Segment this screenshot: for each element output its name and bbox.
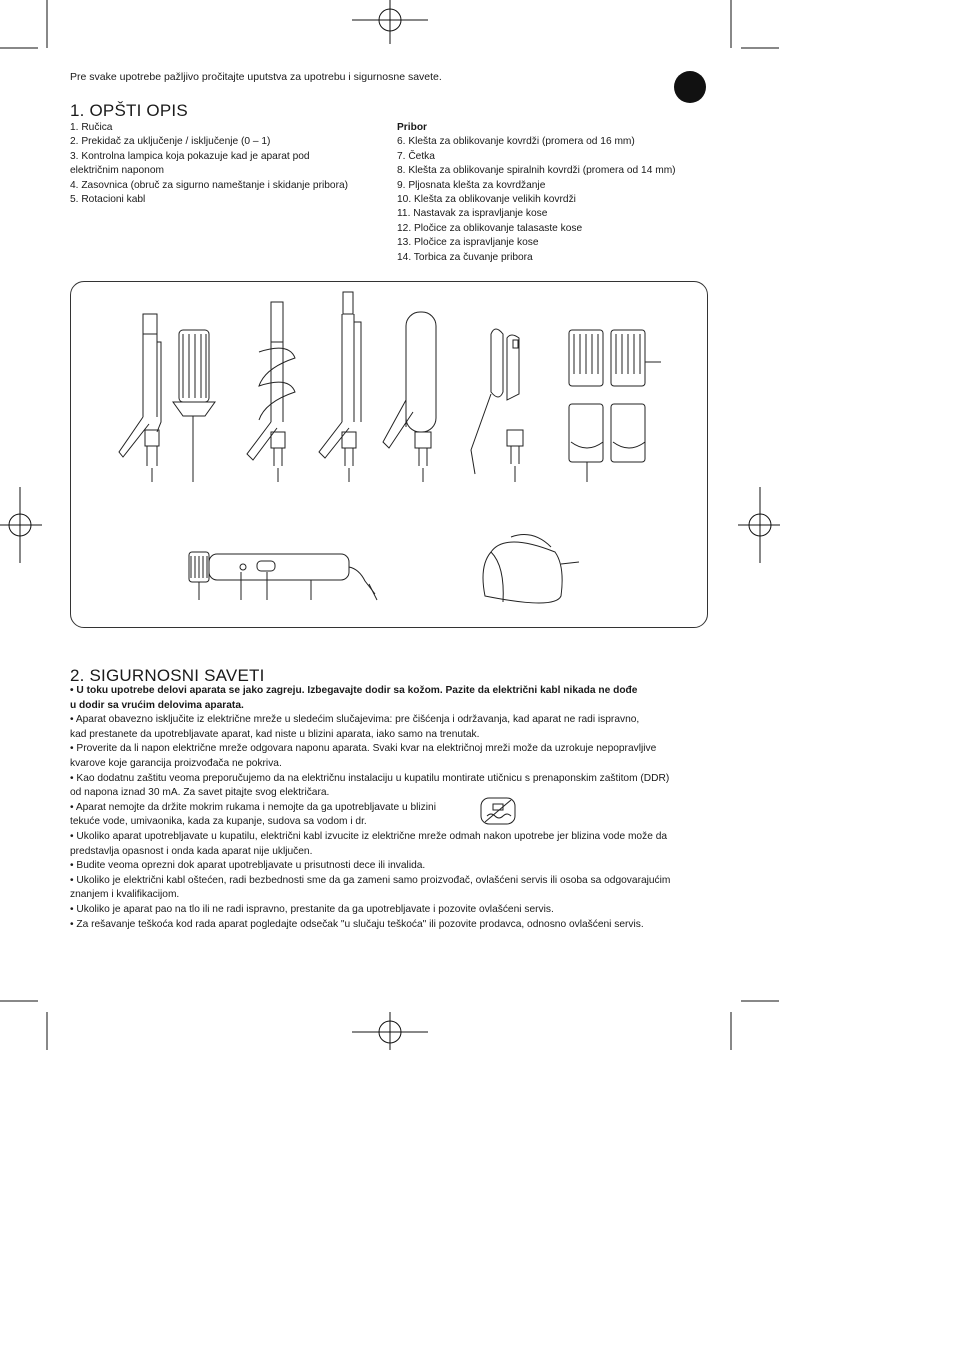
straightener-attachment-drawing <box>471 329 523 482</box>
list-item: 7. Četka <box>397 150 435 162</box>
intro-text: Pre svake upotrebe pažljivo pročitajte uputstva za upotrebu i sigurnosne savete. <box>70 71 442 83</box>
list-item: 11. Nastavak za ispravljanje kose <box>397 208 548 220</box>
list-item: 10. Klešta za oblikovanje velikih kovrdži <box>397 194 576 206</box>
list-item: 3. Kontrolna lampica koja pokazuje kad je aparat pod <box>70 150 310 162</box>
list-item: 2. Prekidač za uključenje / isključenje (0 – 1) <box>70 136 271 148</box>
safety-line: • Ukoliko je aparat pao na tlo ili ne radi ispravno, prestanite da ga upotrebljavate i pozovite ovlašćeni servis. <box>70 903 554 915</box>
list-item: 1. Ručica <box>70 122 113 133</box>
large-curl-tongs-drawing <box>383 312 436 482</box>
safety-line: kvarove koje garancija proizvođača ne pokriva. <box>70 757 282 769</box>
safety-line: • Za rešavanje teškoća kod rada aparat pogledajte odsečak "u slučaju teškoća" ili pozovite prodavca, odnosno ovlašćeni servis. <box>70 918 644 930</box>
safety-line: • Ukoliko aparat upotrebljavate u kupatilu, električni kabl izvucite iz električne mreže odmah nakon upotrebe jer blizina vode može da <box>70 830 668 842</box>
list-item: električnim naponom <box>70 165 164 177</box>
safety-line: • Aparat obavezno isključite iz električne mreže u sledećim slučajevima: pre čišćenja i održavanja, kad aparat ne radi ispravno, <box>70 714 640 726</box>
accessories-list <box>397 121 676 265</box>
list-item: 8. Klešta za oblikovanje spiralnih kovrdži (promera od 14 mm) <box>397 165 676 177</box>
accessories-title: Pribor <box>397 122 428 133</box>
list-item: 5. Rotacioni kabl <box>70 194 146 206</box>
list-item: 13. Pločice za ispravljanje kose <box>397 237 539 249</box>
product-illustration <box>71 282 707 627</box>
list-item: 6. Klešta za oblikovanje kovrdži (promera od 16 mm) <box>397 136 635 148</box>
section-2-title: 2. SIGURNOSNI SAVETI <box>70 666 265 685</box>
list-item: 14. Torbica za čuvanje pribora <box>397 251 533 263</box>
wave-plates-drawing <box>569 330 661 386</box>
safety-line: • Budite veoma oprezni dok aparat upotrebljavate u prisutnosti dece ili invalida. <box>70 860 426 872</box>
safety-line: • Kao dodatnu zaštitu veoma preporučujemo da na električnu instalaciju u kupatilu montirate utičnicu s prenaponskim zaštitom (DDR) <box>70 772 670 784</box>
straightening-plates-drawing <box>569 404 645 482</box>
safety-line: • Proverite da li napon električne mreže odgovara naponu aparata. Svaki kvar na električnoj mreži može da uzrokuje nepopravljive <box>70 743 657 755</box>
list-item: 12. Pločice za oblikovanje talasaste kose <box>397 222 583 234</box>
section-1-title: 1. OPŠTI OPIS <box>70 101 188 120</box>
handle-drawing <box>189 552 377 600</box>
list-item: 4. Zasovnica (obruč za sigurno nameštanje i skidanje pribora) <box>70 179 349 191</box>
no-water-warning-icon <box>479 796 517 826</box>
safety-line: tekuće vode, umivaonika, kada za kupanje, sudova sa vodom i dr. <box>70 816 367 828</box>
safety-line: • Aparat nemojte da držite mokrim rukama i nemojte da ga upotrebljavate u blizini <box>70 801 436 813</box>
flat-tongs-drawing <box>319 292 361 482</box>
warning-line: • U toku upotrebe delovi aparata se jako zagreju. Izbegavajte dodir sa kožom. Pazite da električni kabl nikada ne dođe <box>70 685 638 696</box>
list-item: 9. Pljosnata klešta za kovrdžanje <box>397 179 546 191</box>
warning-line: u dodir sa vrućim delovima aparata. <box>70 699 244 711</box>
brush-drawing <box>173 330 215 482</box>
language-marker-dot <box>674 71 706 103</box>
spiral-tongs-drawing <box>247 302 295 482</box>
safety-line: kad prestanete da upotrebljavate aparat, kad niste u blizini aparata, iako samo na trenutak. <box>70 728 480 740</box>
safety-line: od napona iznad 30 mA. Za savet pitajte svog električara. <box>70 787 330 799</box>
storage-bag-drawing <box>483 535 579 603</box>
curling-tongs-16mm-drawing <box>119 314 161 482</box>
parts-list <box>70 121 348 207</box>
safety-advice <box>70 684 720 932</box>
product-illustration-frame <box>70 281 708 628</box>
safety-line: predstavlja opasnost i onda kada aparat nije uključen. <box>70 845 313 857</box>
safety-line: • Ukoliko je električni kabl oštećen, radi bezbednosti sme da ga zameni samo proizvođač, ovlašćeni servis ili osoba sa odgovarajućim <box>70 874 671 886</box>
safety-line: znanjem i kvalifikacijom. <box>70 889 180 901</box>
